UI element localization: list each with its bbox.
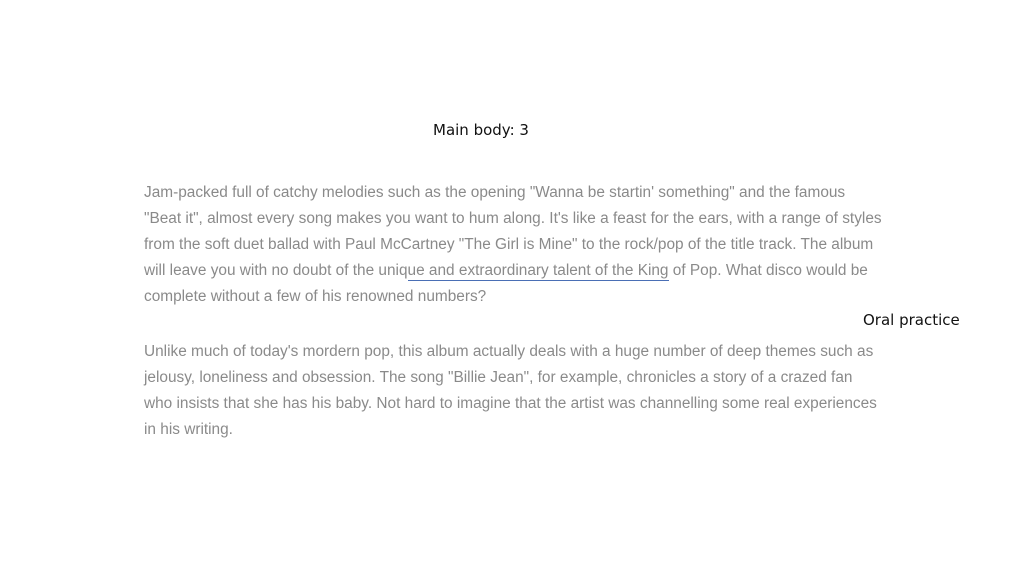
underlined-text: ue and extraordi	[407, 262, 519, 279]
paragraph-line: who insists that she has his baby. Not hard to imagine that the artist was channelling some real experiences	[144, 395, 877, 412]
paragraph-line: jelousy, loneliness and obsession. The song "Billie Jean", for example, chronicles a story of a crazed fan	[144, 369, 853, 386]
paragraph-line-with-underline	[144, 258, 934, 284]
paragraph-line: complete without a few of his renowned numbers?	[144, 288, 487, 305]
slide-heading: Main body: 3	[433, 121, 529, 139]
oral-practice-label: Oral practice	[863, 311, 960, 329]
paragraph-line: "Beat it", almost every song makes you want to hum along. It's like a feast for the ears, with a range of styles	[144, 210, 882, 227]
paragraph-line: Unlike much of today's mordern pop, this album actually deals with a huge number of deep themes such as	[144, 343, 874, 360]
paragraph-1	[144, 180, 934, 310]
text-segment: will leave you with no doubt of the uniq	[144, 262, 408, 279]
text-segment: of Pop. What disco would be	[668, 262, 868, 279]
paragraph-line: from the soft duet ballad with Paul McCartney "The Girl is Mine" to the rock/pop of the title track. The album	[144, 236, 874, 253]
paragraph-line: in his writing.	[144, 421, 233, 438]
paragraph-line: Jam-packed full of catchy melodies such as the opening "Wanna be startin' something" and the famous	[144, 184, 846, 201]
underlined-text: nary talent of the King	[518, 262, 669, 279]
paragraph-2	[144, 339, 934, 443]
